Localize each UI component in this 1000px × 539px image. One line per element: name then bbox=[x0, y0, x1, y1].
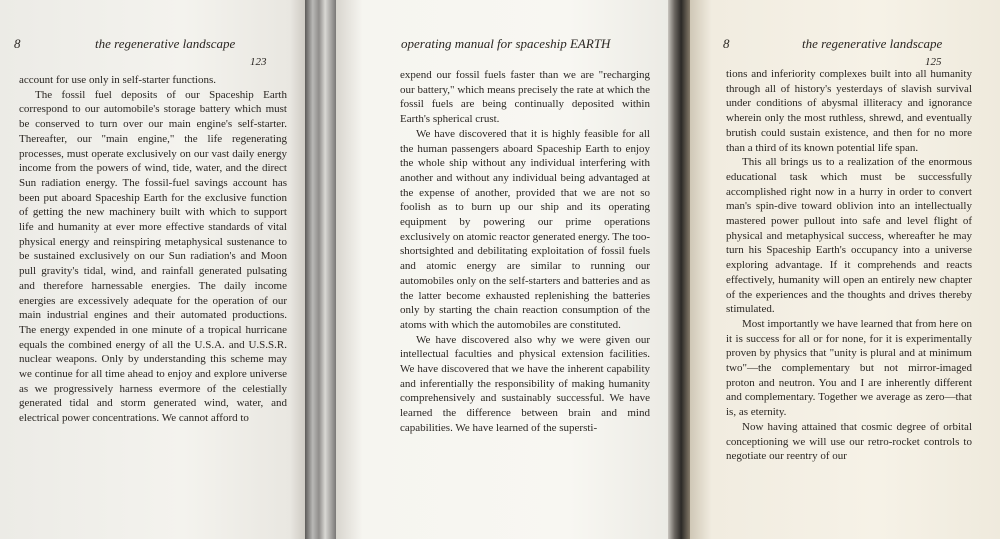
right-body-text bbox=[726, 67, 972, 464]
middle-body-text bbox=[400, 68, 650, 436]
right-page bbox=[690, 0, 1000, 539]
right-chapter-number: 8 bbox=[723, 36, 730, 51]
middle-running-head: operating manual for spaceship EARTH bbox=[401, 36, 611, 51]
right-page-number: 125 bbox=[925, 56, 942, 68]
left-body-text bbox=[19, 73, 287, 426]
right-paragraph: This all brings us to a realization of the enormous educational task which must be successfully accomplished right now in a hurry in order to convert man's spin-dive toward oblivion into an intellectually mastered power pullout into safe and level flight of physical and metaphysical success, whereafter he may turn his Spaceship Earth's occupancy into a universe exploring advantage. If it comprehends and reacts effectively, humanity will open an entirely new chapter of the experiences and the thoughts and drives thereby stimulated. bbox=[726, 156, 972, 316]
left-paragraph: account for use only in self-starter functions. bbox=[19, 74, 217, 86]
left-chapter-number: 8 bbox=[14, 36, 21, 51]
left-page-number: 123 bbox=[250, 56, 267, 68]
left-paragraph: The fossil fuel deposits of our Spaceship Earth correspond to our automobile's storage battery which must be conserved to turn over our main engine's self-starter. Thereafter, our "main engine," the life regenerating processes, must operate exclusively on our vast daily energy income from the powers of wind, tide, water, and the direct Sun radiation energy. The fossil-fuel savings account has been put aboard Spaceship Earth for the exclusive function of getting the new machinery built with which to support life and humanity at ever more effective standards of vital physical energy and reinspiring metaphysical sustenance to be sustained exclusively on our Sun radiation's and Moon pull gravity's tidal, wind, and rainfall generated pulsating and therefore harnessable energies. The daily income energies are excessively adequate for the operation of our main industrial engines and their automated productions. The energy expended in one minute of a tropical hurricane equals the combined energy of all the U.S.A. and U.S.S.R. nuclear weapons. Only by understanding this scheme may we continue for all time ahead to enjoy and explore universe as we progressively harness evermore of the celestially generated tidal and storm generated wind, water, and electrical power concentrations. We cannot afford to bbox=[19, 88, 287, 425]
middle-paragraph: expend our fossil fuels faster than we are "recharging our battery," which means precisely the rate at which the fossil fuels are being continually deposited within Earth's spherical crust. bbox=[400, 69, 650, 126]
book-fold-gutter bbox=[668, 0, 690, 539]
left-page bbox=[0, 0, 305, 539]
middle-paragraph: We have discovered that it is highly feasible for all the human passengers aboard Spaceship Earth to enjoy the whole ship without any individual interfering with another and without any individual being advantaged at the expense of another, provided that we are not so foolish as to burn up our ship and its operating equipment by powering our prime operations exclusively on atomic reactor generated energy. The too-shortsighted and debilitating exploitation of fossil fuels and atomic energy are similar to running our automobiles only on the self-starters and batteries and as the latter become exhausted replenishing the batteries only by starting the chain reaction consumption of the atoms with which the automobiles are constituted. bbox=[400, 127, 650, 331]
book-spine-gutter bbox=[305, 0, 336, 539]
middle-page bbox=[336, 0, 668, 539]
right-paragraph: Now having attained that cosmic degree of orbital conceptioning we will use our retro-rocket controls to negotiate our reentry of our bbox=[726, 420, 972, 463]
right-paragraph: tions and inferiority complexes built into all humanity through all of history's yesterdays of slavish survival under conditions of abysmal illiteracy and ignorance wherein only the most ruthless, shrewd, and eventually brutish could sustain existence, and then for no more than a third of its known potential life span. bbox=[726, 68, 972, 154]
middle-paragraph: We have discovered also why we were given our intellectual faculties and physical extension facilities. We have discovered that we have the inherent capability and inferentially the responsibility of making humanity comprehensively and sustainably successful. We have learned the difference between brain and mind capabilities. We have learned of the supersti- bbox=[400, 333, 650, 434]
left-running-head: the regenerative landscape bbox=[95, 36, 236, 51]
right-running-head: the regenerative landscape bbox=[802, 36, 943, 51]
right-paragraph: Most importantly we have learned that from here on it is success for all or for none, for it is experimentally proven by physics that "unity is plural and at minimum two"—the complementary but not mirror-imaged proton and neutron. You and I are inherently different and complementary. Together we average as zero—that is, as eternity. bbox=[726, 317, 972, 419]
